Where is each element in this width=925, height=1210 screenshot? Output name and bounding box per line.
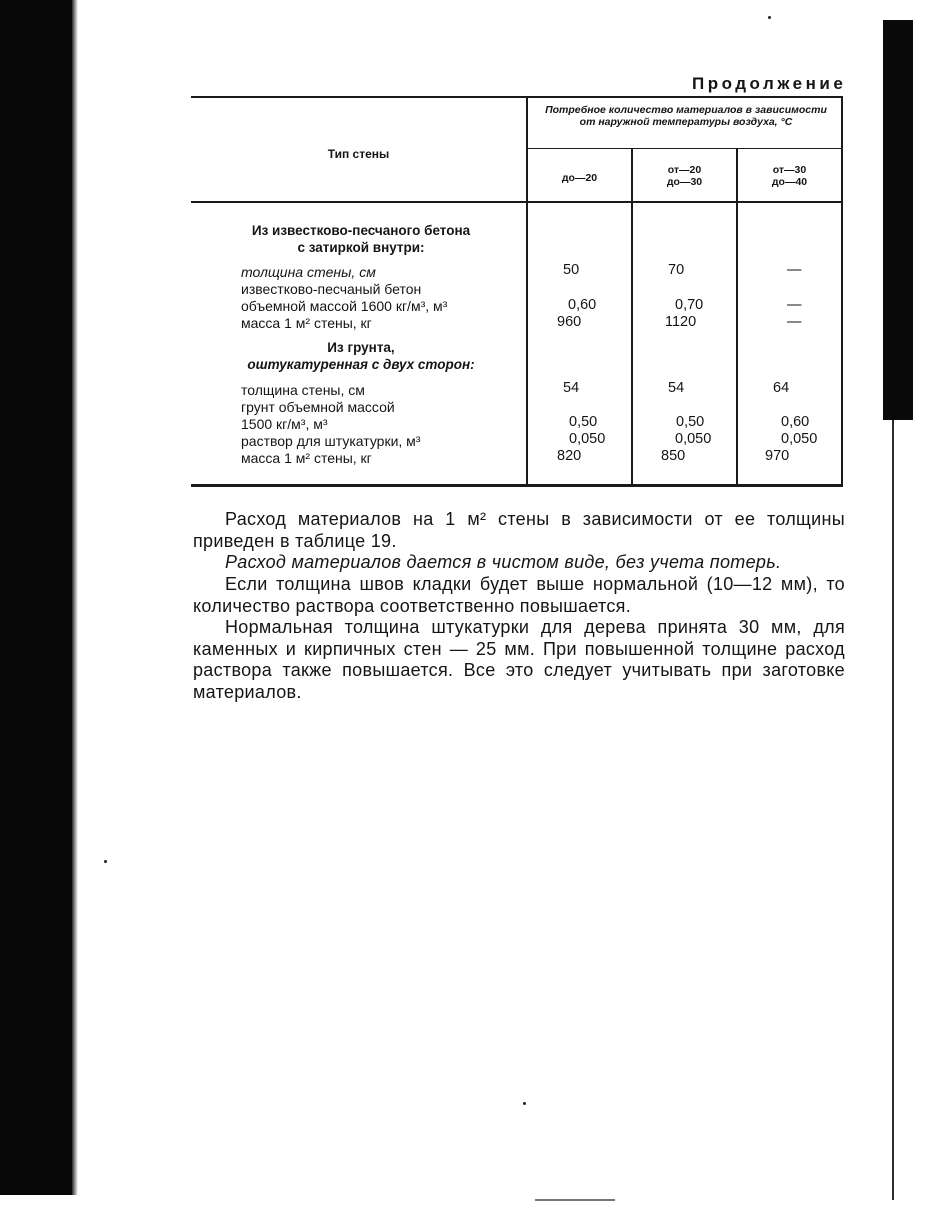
- paragraph: Расход материалов дается в чистом виде, без учета потерь.: [225, 552, 782, 572]
- scan-dot: [104, 860, 107, 863]
- header-wall-type: Тип стены: [327, 147, 390, 161]
- scan-smear: [535, 1199, 615, 1201]
- cell-value: 0,60: [781, 414, 810, 430]
- row-label: масса 1 м² стены, кг: [241, 450, 372, 466]
- group-title: Из грунта,: [327, 340, 395, 355]
- group-title: оштукатуренная с двух сторон:: [247, 357, 475, 372]
- paragraph: Если толщина швов кладки будет выше нормальной (10—12 мм), то количество раствора соответственно повышается.: [193, 574, 845, 616]
- row-label: раствор для штукатурки, м³: [241, 433, 421, 449]
- table-bottom-border: [191, 484, 843, 487]
- paragraph: Нормальная толщина штукатурки для дерева принята 30 мм, для каменных и кирпичных стен — 25 мм. При повышенной толщине расход раствора также повышается. Все это следует учитывать при заготовке материалов.: [193, 617, 845, 702]
- cell-value: 0,60: [568, 297, 597, 313]
- header-col2-line2: до—30: [666, 176, 703, 188]
- cell-value: 0,50: [676, 414, 705, 430]
- row-label: грунт объемной массой: [241, 399, 395, 415]
- row-label: толщина стены, см: [241, 264, 376, 280]
- cell-value: —: [787, 262, 802, 278]
- cell-value: 50: [563, 262, 580, 278]
- cell-value: 970: [765, 448, 790, 464]
- row-label: толщина стены, см: [241, 382, 365, 398]
- group-title: Из известково-песчаного бетона: [251, 223, 471, 238]
- continuation-label: Продолжение: [692, 74, 847, 93]
- header-col1: до—20: [561, 172, 598, 184]
- row-label: масса 1 м² стены, кг: [241, 315, 372, 331]
- header-requirement: Потребное количество материалов в зависимости от наружной температуры воздуха, °С: [545, 104, 827, 128]
- scan-edge-left: [0, 0, 72, 1195]
- scan-edge-right: [883, 20, 913, 420]
- header-col3-line2: до—40: [771, 176, 808, 188]
- cell-value: 64: [773, 380, 790, 396]
- cell-value: 54: [668, 380, 685, 396]
- materials-table: [191, 96, 843, 488]
- cell-value: 70: [668, 262, 685, 278]
- cell-value: 54: [563, 380, 580, 396]
- header-col2-line1: от—20: [667, 164, 702, 176]
- table-top-border: [191, 96, 843, 98]
- scan-edge-right-line: [892, 420, 894, 1200]
- header-bottom-border: [191, 201, 843, 203]
- col-divider-1: [526, 96, 528, 484]
- paragraph: Расход материалов на 1 м² стены в зависимости от ее толщины приведен в таблице 19.: [193, 509, 845, 551]
- row-label: объемной массой 1600 кг/м³, м³: [241, 298, 448, 314]
- row-label: 1500 кг/м³, м³: [241, 416, 328, 432]
- col-divider-2: [631, 148, 633, 484]
- cell-value: 960: [557, 314, 582, 330]
- table-right-border: [841, 96, 843, 484]
- header-col3-line1: от—30: [772, 164, 807, 176]
- cell-value: 0,70: [675, 297, 704, 313]
- cell-value: —: [787, 297, 802, 313]
- header-split-line: [526, 148, 843, 149]
- row-label: известково-песчаный бетон: [241, 281, 422, 297]
- cell-value: 820: [557, 448, 582, 464]
- group-title: с затиркой внутри:: [297, 240, 425, 255]
- cell-value: 0,050: [781, 431, 818, 447]
- scan-dot: [768, 16, 771, 19]
- cell-value: —: [787, 314, 802, 330]
- cell-value: 0,050: [569, 431, 606, 447]
- col-divider-3: [736, 148, 738, 484]
- scan-edge-left-fade: [72, 0, 78, 1195]
- cell-value: 0,050: [675, 431, 712, 447]
- cell-value: 850: [661, 448, 686, 464]
- cell-value: 1120: [665, 314, 697, 330]
- cell-value: 0,50: [569, 414, 598, 430]
- scan-dot: [523, 1102, 526, 1105]
